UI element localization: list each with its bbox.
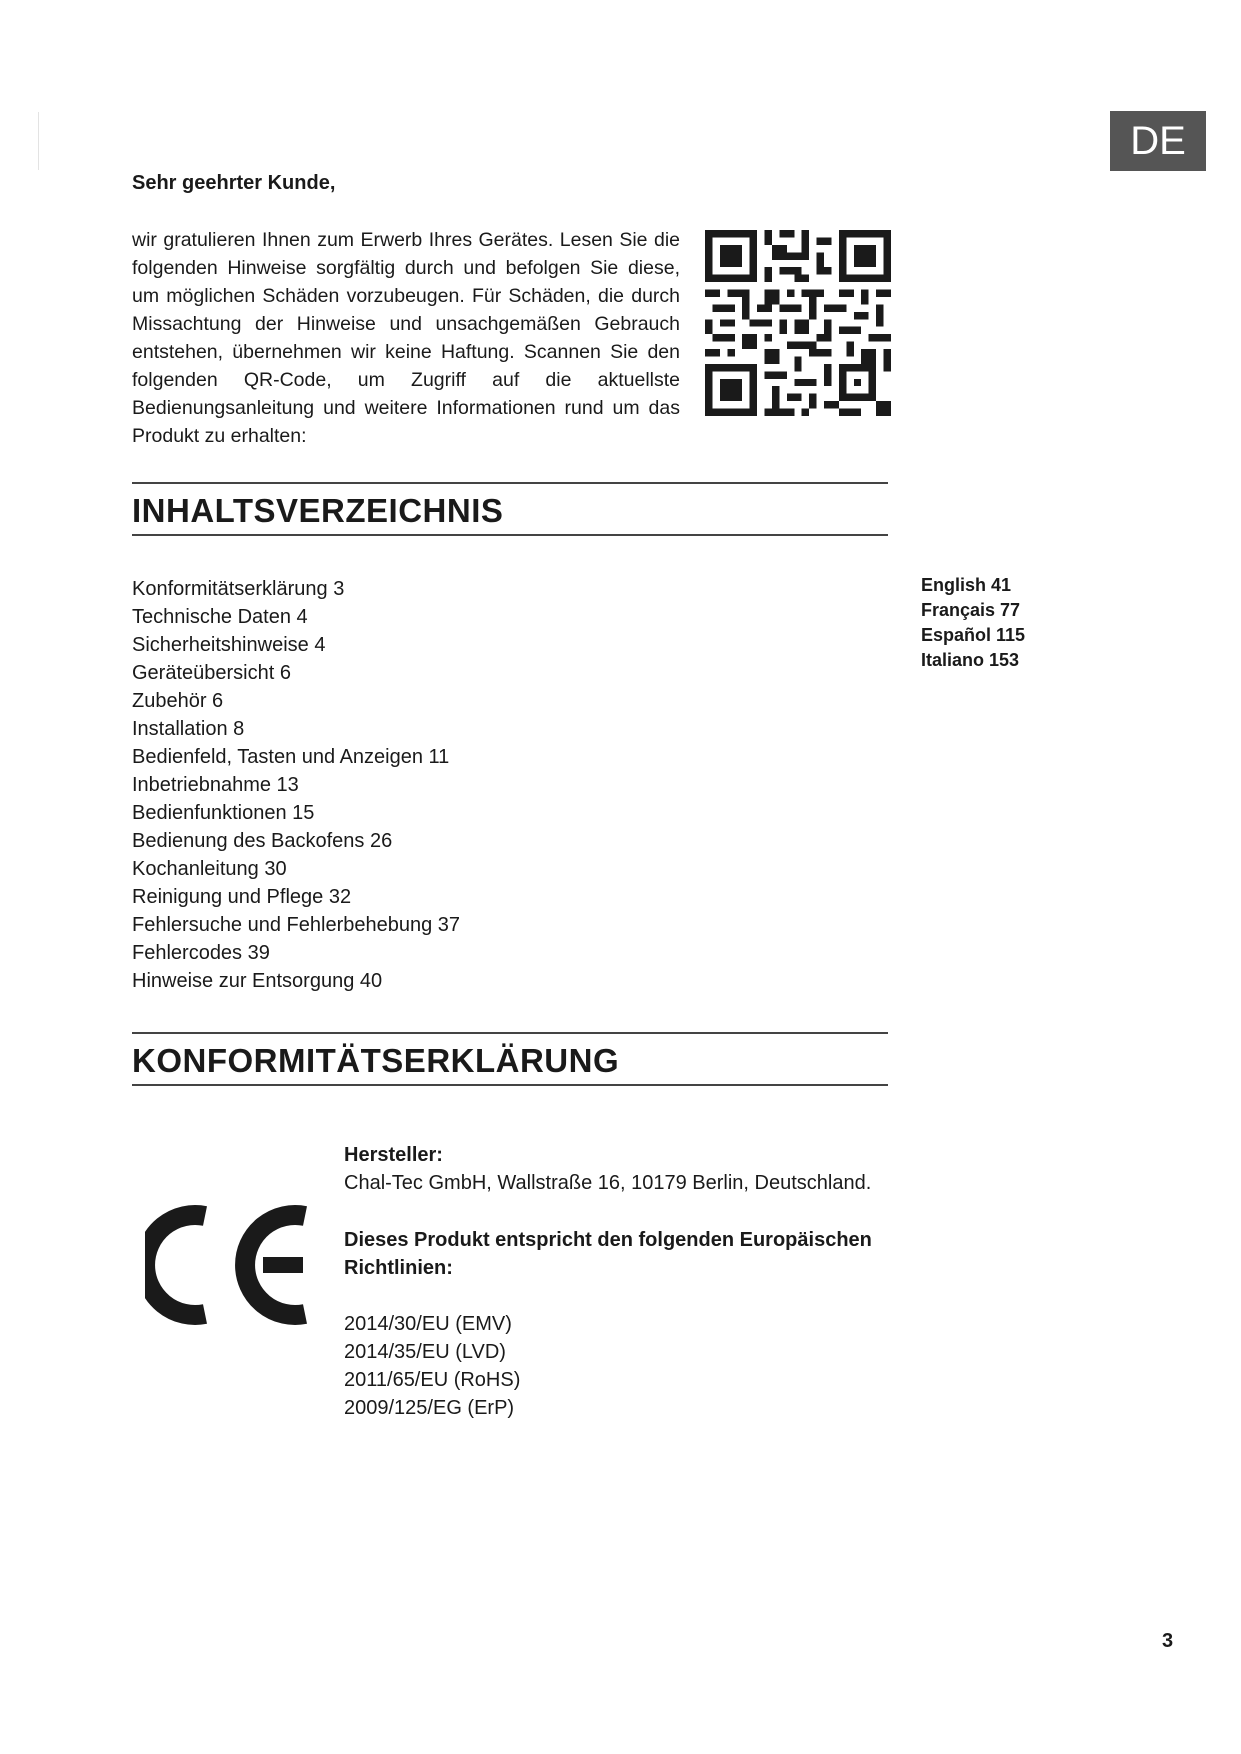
toc-item[interactable]: Technische Daten 4 [132,606,308,628]
qr-code [705,230,891,416]
toc-list [132,575,460,995]
toc-item[interactable]: Zubehör 6 [132,690,224,712]
manufacturer-address: Chal-Tec GmbH, Wallstraße 16, 10179 Berlin, Deutschland. [344,1172,872,1194]
language-tab: DE [1110,111,1206,171]
language-entry-italiano[interactable]: Italiano 153 [921,650,1020,670]
toc-title: INHALTSVERZEICHNIS [132,492,504,529]
conformity-top-rule [132,1032,888,1034]
toc-item[interactable]: Geräteübersicht 6 [132,662,291,684]
directive-item: 2009/125/EG (ErP) [344,1397,515,1419]
toc-item[interactable]: Kochanleitung 30 [132,858,287,880]
toc-bottom-rule [132,534,888,536]
language-entry-espanol[interactable]: Español 115 [921,625,1026,645]
page-number: 3 [1162,1630,1174,1652]
manufacturer-label: Hersteller: [344,1144,443,1166]
language-entry-francais[interactable]: Français 77 [921,600,1021,620]
directives-list [344,1310,520,1422]
page-edge-line [38,112,39,170]
intro-paragraph: wir gratulieren Ihnen zum Erwerb Ihres Gerätes. Lesen Sie die folgenden Hinweise sorgfältig durch und befolgen Sie diese, um möglichen Schäden vorzubeugen. Für Schäden, die durch Missachtung der Hinweise und unsachgemäßen Gebrauch entstehen, übernehmen wir keine Haftung. Scannen Sie den folgenden QR-Code, um Zugriff auf die aktuellste Bedienungsanleitung und weitere Informationen rund um das Produkt zu erhalten: [132,229,680,447]
toc-item[interactable]: Fehlercodes 39 [132,942,270,964]
toc-item[interactable]: Reinigung und Pflege 32 [132,886,352,908]
toc-item[interactable]: Sicherheitshinweise 4 [132,634,326,656]
toc-item[interactable]: Fehlersuche und Fehlerbehebung 37 [132,914,461,936]
toc-item[interactable]: Installation 8 [132,718,245,740]
language-entry-english[interactable]: English 41 [921,575,1012,595]
toc-item[interactable]: Bedienung des Backofens 26 [132,830,393,852]
toc-item[interactable]: Hinweise zur Entsorgung 40 [132,970,383,992]
directives-intro: Dieses Produkt entspricht den folgenden Europäischen Richtlinien: [344,1229,872,1279]
language-index [921,573,1025,673]
ce-mark [145,1200,315,1330]
directive-item: 2014/35/EU (LVD) [344,1341,506,1363]
conformity-bottom-rule [132,1084,888,1086]
toc-top-rule [132,482,888,484]
toc-item[interactable]: Bedienfeld, Tasten und Anzeigen 11 [132,746,450,768]
greeting: Sehr geehrter Kunde, [132,172,336,194]
directive-item: 2014/30/EU (EMV) [344,1313,512,1335]
toc-item[interactable]: Konformitätserklärung 3 [132,578,345,600]
conformity-title: KONFORMITÄTSERKLÄRUNG [132,1042,620,1079]
toc-item[interactable]: Inbetriebnahme 13 [132,774,299,796]
toc-item[interactable]: Bedienfunktionen 15 [132,802,315,824]
directive-item: 2011/65/EU (RoHS) [344,1369,521,1391]
